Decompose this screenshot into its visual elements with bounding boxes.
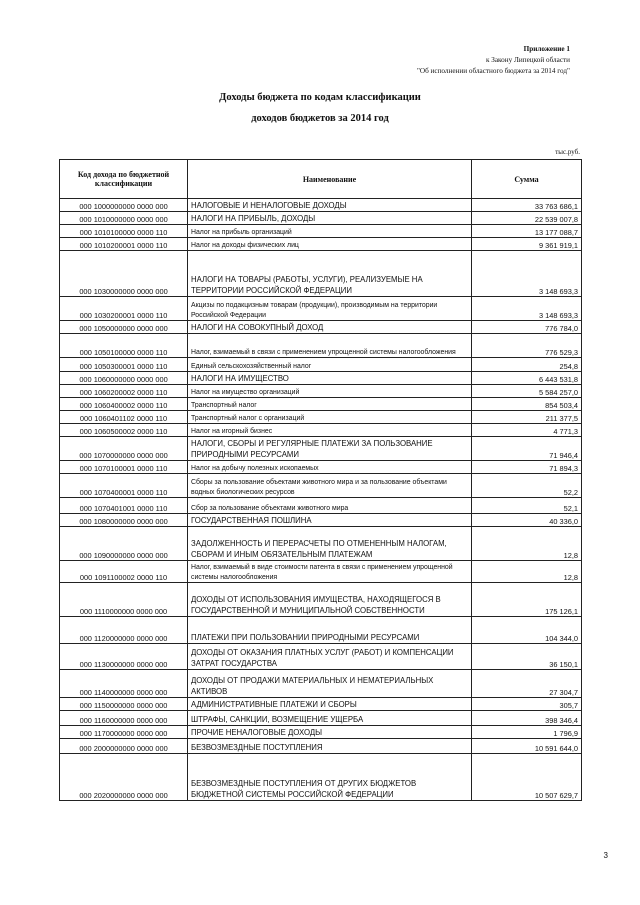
row-amount: 22 539 007,8 (472, 212, 582, 225)
document-title-line-1: Доходы бюджета по кодам классификации (219, 92, 421, 103)
row-name: НАЛОГОВЫЕ И НЕНАЛОГОВЫЕ ДОХОДЫ (188, 199, 472, 212)
row-code: 000 1050100000 0000 110 (60, 334, 188, 358)
row-name: НАЛОГИ НА ИМУЩЕСТВО (188, 372, 472, 385)
table-row (60, 498, 582, 514)
row-code: 000 1080000000 0000 000 (60, 514, 188, 527)
table-row (60, 561, 582, 583)
row-amount: 27 304,7 (472, 670, 582, 698)
table-row (60, 711, 582, 726)
row-name: Единый сельскохозяйственный налог (188, 358, 472, 372)
row-amount: 398 346,4 (472, 711, 582, 726)
row-name: ДОХОДЫ ОТ ПРОДАЖИ МАТЕРИАЛЬНЫХ И НЕМАТЕРИАЛЬНЫХ АКТИВОВ (188, 670, 472, 698)
table-row (60, 297, 582, 321)
table-row (60, 644, 582, 670)
row-amount: 305,7 (472, 698, 582, 711)
row-code: 000 2020000000 0000 000 (60, 754, 188, 801)
table-row (60, 238, 582, 251)
table-row (60, 617, 582, 644)
row-amount: 4 771,3 (472, 424, 582, 437)
page-number: 3 (603, 851, 608, 860)
table-row (60, 251, 582, 297)
appendix-line-2: к Закону Липецкой области (485, 56, 570, 64)
appendix-note (417, 44, 570, 77)
row-code: 000 1060500002 0000 110 (60, 424, 188, 437)
row-name: НАЛОГИ НА СОВОКУПНЫЙ ДОХОД (188, 321, 472, 334)
table-row (60, 411, 582, 424)
row-amount: 175 126,1 (472, 583, 582, 617)
row-code: 000 1091100002 0000 110 (60, 561, 188, 583)
row-name: НАЛОГИ НА ПРИБЫЛЬ, ДОХОДЫ (188, 212, 472, 225)
row-name: Транспортный налог (188, 398, 472, 411)
table-row (60, 398, 582, 411)
row-amount: 71 894,3 (472, 461, 582, 474)
row-amount: 9 361 919,1 (472, 238, 582, 251)
row-name: Налог, взимаемый в связи с применением упрощенной системы налогообложения (188, 334, 472, 358)
row-name: БЕЗВОЗМЕЗДНЫЕ ПОСТУПЛЕНИЯ (188, 739, 472, 754)
appendix-line-3: "Об исполнении областного бюджета за 2014 год" (416, 67, 570, 75)
row-name: Налог на прибыль организаций (188, 225, 472, 238)
table-row (60, 739, 582, 754)
row-amount: 104 344,0 (472, 617, 582, 644)
row-amount: 52,1 (472, 498, 582, 514)
row-amount: 6 443 531,8 (472, 372, 582, 385)
row-code: 000 1030200001 0000 110 (60, 297, 188, 321)
row-name: Акцизы по подакцизным товарам (продукции), производимым на территории Российской Федерации (188, 297, 472, 321)
row-amount: 776 529,3 (472, 334, 582, 358)
row-amount: 254,8 (472, 358, 582, 372)
table-row (60, 726, 582, 739)
row-code: 000 1070000000 0000 000 (60, 437, 188, 461)
table-row (60, 754, 582, 801)
row-name: НАЛОГИ, СБОРЫ И РЕГУЛЯРНЫЕ ПЛАТЕЖИ ЗА ПОЛЬЗОВАНИЕ ПРИРОДНЫМИ РЕСУРСАМИ (188, 437, 472, 461)
table-row (60, 321, 582, 334)
row-name: Налог, взимаемый в виде стоимости патента в связи с применением упрощенной системы налогообложения (188, 561, 472, 583)
row-code: 000 1060000000 0000 000 (60, 372, 188, 385)
row-name: ПРОЧИЕ НЕНАЛОГОВЫЕ ДОХОДЫ (188, 726, 472, 739)
row-code: 000 1130000000 0000 000 (60, 644, 188, 670)
header-amount: Сумма (472, 160, 582, 199)
row-amount: 3 148 693,3 (472, 297, 582, 321)
row-amount: 71 946,4 (472, 437, 582, 461)
header-name: Наименование (188, 160, 472, 199)
row-code: 000 1150000000 0000 000 (60, 698, 188, 711)
row-code: 000 1010000000 0000 000 (60, 212, 188, 225)
row-name: Налог на имущество организаций (188, 385, 472, 398)
row-amount: 12,8 (472, 527, 582, 561)
row-code: 000 2000000000 0000 000 (60, 739, 188, 754)
row-name: Налог на доходы физических лиц (188, 238, 472, 251)
header-code: Код дохода по бюджетной классификации (60, 160, 188, 199)
row-name: ГОСУДАРСТВЕННАЯ ПОШЛИНА (188, 514, 472, 527)
row-code: 000 1050000000 0000 000 (60, 321, 188, 334)
row-code: 000 1070401001 0000 110 (60, 498, 188, 514)
appendix-line-1: Приложение 1 (523, 45, 570, 53)
table-row (60, 514, 582, 527)
row-code: 000 1120000000 0000 000 (60, 617, 188, 644)
row-amount: 40 336,0 (472, 514, 582, 527)
table-header-row (60, 160, 582, 199)
row-amount: 10 507 629,7 (472, 754, 582, 801)
table-row (60, 474, 582, 498)
row-name: ДОХОДЫ ОТ ИСПОЛЬЗОВАНИЯ ИМУЩЕСТВА, НАХОДЯЩЕГОСЯ В ГОСУДАРСТВЕННОЙ И МУНИЦИПАЛЬНОЙ СОБСТВЕННОСТИ (188, 583, 472, 617)
table-row (60, 225, 582, 238)
row-name: Транспортный налог с организаций (188, 411, 472, 424)
table-row (60, 334, 582, 358)
row-amount: 36 150,1 (472, 644, 582, 670)
unit-label: тыс.руб. (555, 148, 580, 156)
row-name: ДОХОДЫ ОТ ОКАЗАНИЯ ПЛАТНЫХ УСЛУГ (РАБОТ) И КОМПЕНСАЦИИ ЗАТРАТ ГОСУДАРСТВА (188, 644, 472, 670)
row-name: Сбор за пользование объектами животного мира (188, 498, 472, 514)
row-amount: 1 796,9 (472, 726, 582, 739)
row-code: 000 1110000000 0000 000 (60, 583, 188, 617)
row-amount: 33 763 686,1 (472, 199, 582, 212)
table-row (60, 212, 582, 225)
revenue-table (59, 159, 582, 801)
row-amount: 854 503,4 (472, 398, 582, 411)
row-name: НАЛОГИ НА ТОВАРЫ (РАБОТЫ, УСЛУГИ), РЕАЛИЗУЕМЫЕ НА ТЕРРИТОРИИ РОССИЙСКОЙ ФЕДЕРАЦИИ (188, 251, 472, 297)
row-name: ПЛАТЕЖИ ПРИ ПОЛЬЗОВАНИИ ПРИРОДНЫМИ РЕСУРСАМИ (188, 617, 472, 644)
row-amount: 776 784,0 (472, 321, 582, 334)
row-code: 000 1170000000 0000 000 (60, 726, 188, 739)
table-body (60, 199, 582, 801)
row-name: АДМИНИСТРАТИВНЫЕ ПЛАТЕЖИ И СБОРЫ (188, 698, 472, 711)
row-name: Налог на добычу полезных ископаемых (188, 461, 472, 474)
row-code: 000 1010100000 0000 110 (60, 225, 188, 238)
row-name: БЕЗВОЗМЕЗДНЫЕ ПОСТУПЛЕНИЯ ОТ ДРУГИХ БЮДЖЕТОВ БЮДЖЕТНОЙ СИСТЕМЫ РОССИЙСКОЙ ФЕДЕРАЦИИ (188, 754, 472, 801)
row-code: 000 1060401102 0000 110 (60, 411, 188, 424)
table-row (60, 527, 582, 561)
row-name: Сборы за пользование объектами животного мира и за пользование объектами водных биологических ресурсов (188, 474, 472, 498)
row-amount: 5 584 257,0 (472, 385, 582, 398)
row-name: ШТРАФЫ, САНКЦИИ, ВОЗМЕЩЕНИЕ УЩЕРБА (188, 711, 472, 726)
table-row (60, 698, 582, 711)
row-amount: 10 591 644,0 (472, 739, 582, 754)
table-row (60, 583, 582, 617)
row-code: 000 1050300001 0000 110 (60, 358, 188, 372)
row-name: ЗАДОЛЖЕННОСТЬ И ПЕРЕРАСЧЕТЫ ПО ОТМЕНЕННЫМ НАЛОГАМ, СБОРАМ И ИНЫМ ОБЯЗАТЕЛЬНЫМ ПЛАТЕЖАМ (188, 527, 472, 561)
row-code: 000 1060400002 0000 110 (60, 398, 188, 411)
row-code: 000 1000000000 0000 000 (60, 199, 188, 212)
table-row (60, 358, 582, 372)
row-amount: 3 148 693,3 (472, 251, 582, 297)
table-row (60, 199, 582, 212)
row-code: 000 1030000000 0000 000 (60, 251, 188, 297)
document-title-line-2: доходов бюджетов за 2014 год (251, 113, 389, 124)
table-row (60, 461, 582, 474)
row-code: 000 1060200002 0000 110 (60, 385, 188, 398)
row-code: 000 1140000000 0000 000 (60, 670, 188, 698)
row-code: 000 1010200001 0000 110 (60, 238, 188, 251)
row-amount: 211 377,5 (472, 411, 582, 424)
row-amount: 13 177 088,7 (472, 225, 582, 238)
table-row (60, 385, 582, 398)
row-code: 000 1160000000 0000 000 (60, 711, 188, 726)
row-code: 000 1090000000 0000 000 (60, 527, 188, 561)
row-code: 000 1070400001 0000 110 (60, 474, 188, 498)
row-amount: 52,2 (472, 474, 582, 498)
row-code: 000 1070100001 0000 110 (60, 461, 188, 474)
table-row (60, 372, 582, 385)
row-name: Налог на игорный бизнес (188, 424, 472, 437)
table-row (60, 670, 582, 698)
table-row (60, 424, 582, 437)
table-row (60, 437, 582, 461)
row-amount: 12,8 (472, 561, 582, 583)
